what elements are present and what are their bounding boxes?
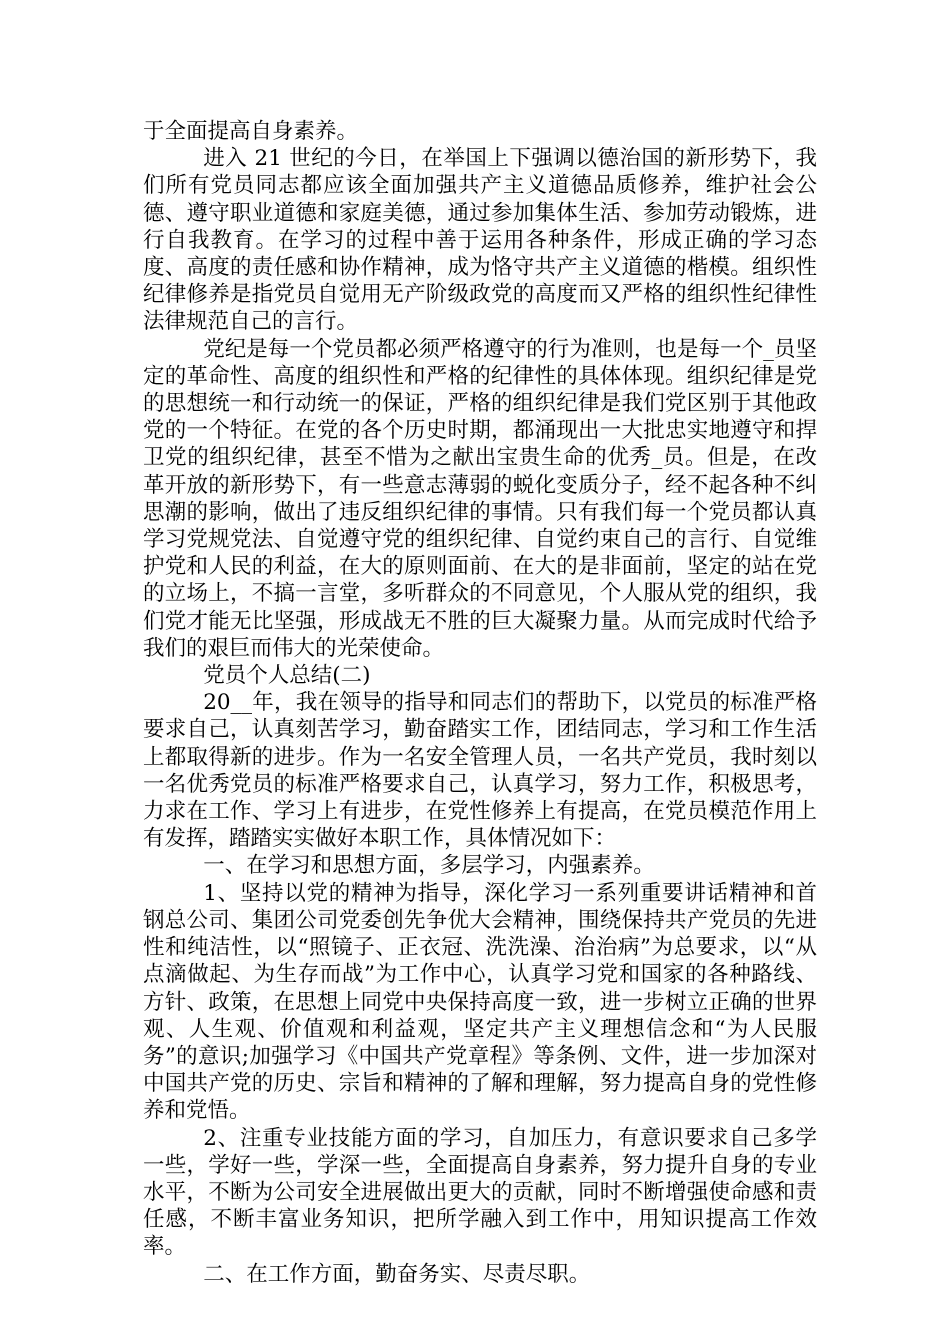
paragraph-continuation: 于全面提高自身素养。 (143, 119, 359, 144)
paragraph-point-two: 2、注重专业技能方面的学习，自加压力，有意识要求自己多学一些，学好一些，学深一些，全面提高自身素养，努力提升自身的专业水平，不断为公司安全进展做出更大的贡献，同时不断增强使命感和责任感，不断丰富业务知识，把所学融入到工作中，用知识提高工作效率。 (143, 1125, 817, 1260)
section-title-summary-two: 党员个人总结(二) (203, 663, 371, 689)
paragraph-party-discipline: 党纪是每一个党员都必须严格遵守的行为准则，也是每一个_员坚定的革命性、高度的组织性和严格的纪律性的具体体现。组织纪律是党的思想统一和行动统一的保证，严格的组织纪律是我们党区别于其他政党的一个特征。在党的各个历史时期，都涌现出一大批忠实地遵守和捍卫党的组织纪律，甚至不惜为之献出宝贵生命的优秀_员。但是，在改革开放的新形势下，有一些意志薄弱的蜕化变质分子，经不起各种不纠思潮的影响，做出了违反组织纪律的事情。只有我们每一个党员都认真学习党规党法、自觉遵守党的组织纪律、自觉约束自己的言行、自觉维护党和人民的利益，在大的原则面前、在大的是非面前，坚定的站在党的立场上，不搞一言堂，多听群众的不同意见，个人服从党的组织，我们党才能无比坚强，形成战无不胜的巨大凝聚力量。从而完成时代给予我们的艰巨而伟大的光荣使命。 (143, 336, 817, 661)
heading-study-and-thought: 一、在学习和思想方面，多层学习，内强素养。 (203, 853, 655, 879)
paragraph-annual-summary: 20__年，我在领导的指导和同志们的帮助下，以党员的标准严格要求自己，认真刻苦学习，勤奋踏实工作，团结同志，学习和工作生活上都取得新的进步。作为一名安全管理人员，一名共产党员，我时刻以一名优秀党员的标准严格要求自己，认真学习，努力工作，积极思考，力求在工作、学习上有进步，在党性修养上有提高，在党员模范作用上有发挥，踏踏实实做好本职工作，具体情况如下： (143, 690, 817, 852)
paragraph-moral-cultivation: 进入 21 世纪的今日，在举国上下强调以德治国的新形势下，我们所有党员同志都应该全面加强共产主义道德品质修养，维护社会公德、遵守职业道德和家庭美德，通过参加集体生活、参加劳动锻炼，进行自我教育。在学习的过程中善于运用各种条件，形成正确的学习态度、高度的责任感和协作精神，成为恪守共产主义道德的楷模。组织性纪律修养是指党员自觉用无产阶级政党的高度而又严格的组织性纪律性法律规范自己的言行。 (143, 146, 817, 335)
document-page (143, 118, 817, 1288)
heading-work: 二、在工作方面，勤奋务实、尽责尽职。 (203, 1261, 591, 1287)
paragraph-point-one: 1、坚持以党的精神为指导，深化学习一系列重要讲话精神和首钢总公司、集团公司党委创先争优大会精神，围绕保持共产党员的先进性和纯洁性，以“照镜子、正衣冠、洗洗澡、治治病”为总要求，以“从点滴做起、为生存而战”为工作中心，认真学习党和国家的各种路线、方针、政策，在思想上同党中央保持高度一致，进一步树立正确的世界观、人生观、价值观和利益观，坚定共产主义理想信念和“为人民服务”的意识;加强学习《中国共产党章程》等条例、文件，进一步加深对中国共产党的历史、宗旨和精神的了解和理解，努力提高自身的党性修养和党悟。 (143, 880, 817, 1124)
